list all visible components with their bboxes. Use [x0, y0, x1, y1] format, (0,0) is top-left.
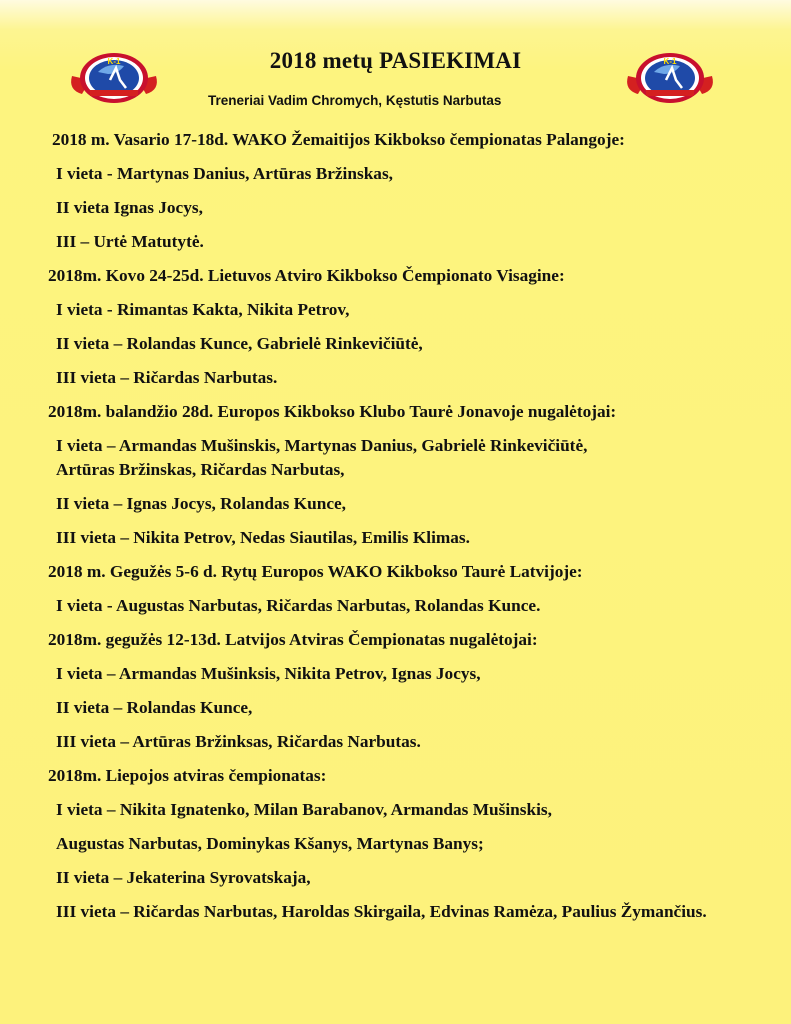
- place-line: II vieta – Rolandas Kunce, Gabrielė Rinkevičiūtė,: [56, 334, 423, 353]
- place-line-continued: Augustas Narbutas, Dominykas Kšanys, Martynas Banys;: [56, 834, 484, 853]
- place-line: I vieta - Rimantas Kakta, Nikita Petrov,: [56, 300, 350, 319]
- svg-text:K-1: K-1: [107, 57, 121, 66]
- place-line: II vieta Ignas Jocys,: [56, 198, 203, 217]
- place-line-continued: Artūras Bržinskas, Ričardas Narbutas,: [56, 460, 345, 479]
- place-line: II vieta – Rolandas Kunce,: [56, 698, 253, 717]
- place-line: III vieta – Nikita Petrov, Nedas Siautilas, Emilis Klimas.: [56, 528, 470, 547]
- place-line: I vieta – Armandas Mušinskis, Martynas Danius, Gabrielė Rinkevičiūtė,: [56, 436, 588, 455]
- place-line: II vieta – Jekaterina Syrovatskaja,: [56, 868, 311, 887]
- achievements-list: [0, 129, 791, 935]
- place-line: III vieta – Ričardas Narbutas.: [56, 368, 278, 387]
- coaches-subtitle: Treneriai Vadim Chromych, Kęstutis Narbutas: [208, 93, 502, 108]
- event-heading: 2018m. gegužės 12-13d. Latvijos Atviras Čempionatas nugalėtojai:: [48, 630, 538, 649]
- page-title: 2018 metų PASIEKIMAI: [269, 48, 522, 73]
- svg-text:K-1: K-1: [663, 57, 677, 66]
- place-line: III vieta – Artūras Bržinksas, Ričardas Narbutas.: [56, 732, 421, 751]
- place-line: I vieta – Armandas Mušinksis, Nikita Petrov, Ignas Jocys,: [56, 664, 481, 683]
- event-heading: 2018m. Liepojos atviras čempionatas:: [48, 766, 327, 785]
- event-heading: 2018m. Kovo 24-25d. Lietuvos Atviro Kikbokso Čempionato Visagine:: [48, 266, 565, 285]
- place-line: I vieta – Nikita Ignatenko, Milan Barabanov, Armandas Mušinskis,: [56, 800, 552, 819]
- place-line: III vieta – Ričardas Narbutas, Haroldas Skirgaila, Edvinas Ramėza, Paulius Žymančius.: [56, 902, 707, 921]
- event-heading: 2018m. balandžio 28d. Europos Kikbokso Klubo Taurė Jonavoje nugalėtojai:: [48, 402, 617, 421]
- place-line: I vieta - Martynas Danius, Artūras Bržinskas,: [56, 164, 393, 183]
- place-line: III – Urtė Matutytė.: [56, 232, 204, 251]
- place-line: I vieta - Augustas Narbutas, Ričardas Narbutas, Rolandas Kunce.: [56, 596, 541, 615]
- event-heading: 2018 m. Vasario 17-18d. WAKO Žemaitijos Kikbokso čempionatas Palangoje:: [52, 130, 625, 149]
- event-heading: 2018 m. Gegužės 5-6 d. Rytų Europos WAKO Kikbokso Taurė Latvijoje:: [48, 562, 583, 581]
- place-line: II vieta – Ignas Jocys, Rolandas Kunce,: [56, 494, 346, 513]
